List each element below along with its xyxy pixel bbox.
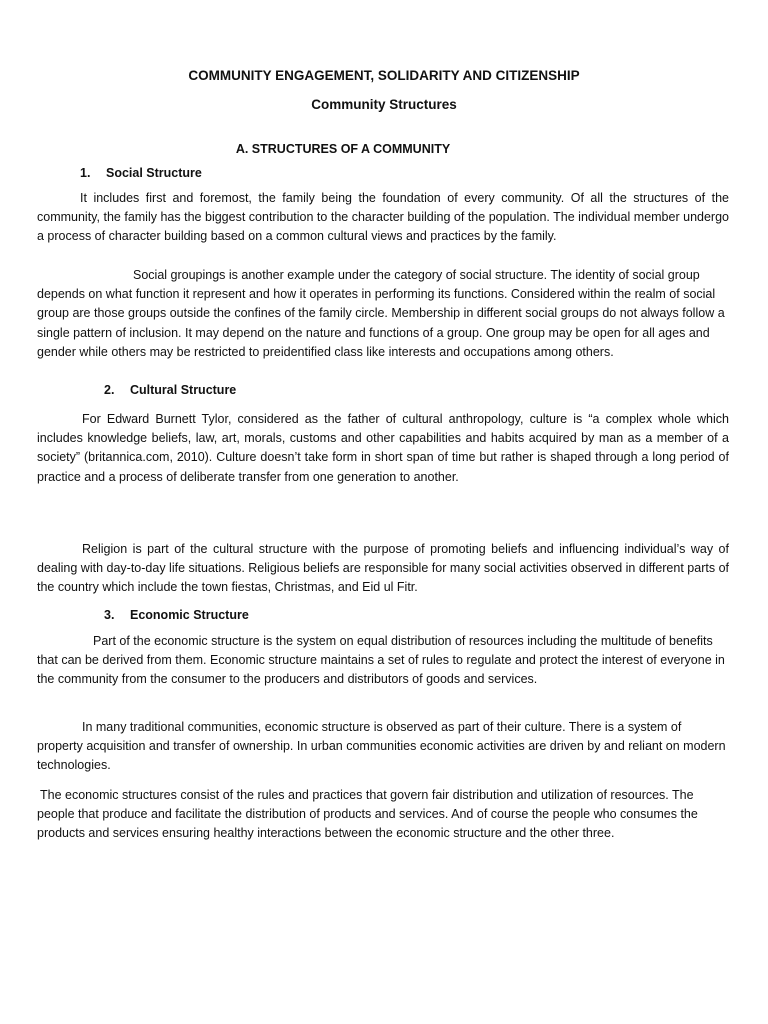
subsection-number: 1. bbox=[80, 166, 91, 180]
subsection-number: 2. bbox=[104, 383, 115, 397]
paragraph-economic-distribution: Part of the economic structure is the system on equal distribution of resources including the multitude of benefits that can be derived from them. Economic structure maintains a set of rules to regulate and protect the interest of everyone in the community from the consumer to the producers and distributors of goods and services. bbox=[37, 634, 725, 687]
subsection-title: Cultural Structure bbox=[130, 383, 237, 397]
document-subtitle: Community Structures bbox=[311, 97, 457, 112]
document-title: COMMUNITY ENGAGEMENT, SOLIDARITY AND CITIZENSHIP bbox=[188, 68, 580, 83]
paragraph-cultural-tylor: For Edward Burnett Tylor, considered as the father of cultural anthropology, culture is “a complex whole which includes knowledge beliefs, law, art, morals, customs and other capabilities and habits acquired by man as a member of a society” (britannica.com, 2010). Culture doesn’t take form in short span of time but rather is shaped through a long period of practice and a process of deliberate transfer from one generation to another. bbox=[37, 412, 729, 484]
paragraph-social-family: It includes first and foremost, the family being the foundation of every community. Of all the structures of the community, the family has the biggest contribution to the character building of the population. The individual member undergo a process of character building based on a common cultural views and practices by the family. bbox=[37, 191, 729, 244]
subsection-title: Economic Structure bbox=[130, 608, 249, 622]
paragraph-social-groupings: Social groupings is another example under the category of social structure. The identity of social group depends on what function it represent and how it operates in performing its functions. Considered within the realm of social group are those groups outside the confines of the family circle. Membership in different social groups do not always follow a single pattern of inclusion. It may depend on the nature and functions of a group. One group may be open for all ages and gender while others may be restricted to preidentified class like interests and occupations among others. bbox=[37, 268, 725, 359]
section-heading: A. STRUCTURES OF A COMMUNITY bbox=[235, 142, 451, 156]
paragraph-economic-rules: The economic structures consist of the rules and practices that govern fair distribution and utilization of resources. The people that produce and facilitate the distribution of products and services. And of course the people who consumes the products and services ensuring healthy interactions between the economic structure and the other three. bbox=[37, 788, 698, 841]
paragraph-economic-traditional: In many traditional communities, economic structure is observed as part of their culture. There is a system of property acquisition and transfer of ownership. In urban communities economic activities are driven by and reliant on modern technologies. bbox=[37, 720, 726, 773]
subsection-title: Social Structure bbox=[106, 166, 202, 180]
subsection-heading-economic bbox=[104, 608, 249, 622]
subsection-number: 3. bbox=[104, 608, 115, 622]
subsection-heading-social bbox=[80, 166, 202, 180]
subsection-heading-cultural bbox=[104, 383, 236, 397]
paragraph-cultural-religion: Religion is part of the cultural structure with the purpose of promoting beliefs and influencing individual’s way of dealing with day-to-day life situations. Religious beliefs are responsible for many social activities observed in different parts of the country which include the town fiestas, Christmas, and Eid ul Fitr. bbox=[37, 542, 729, 595]
